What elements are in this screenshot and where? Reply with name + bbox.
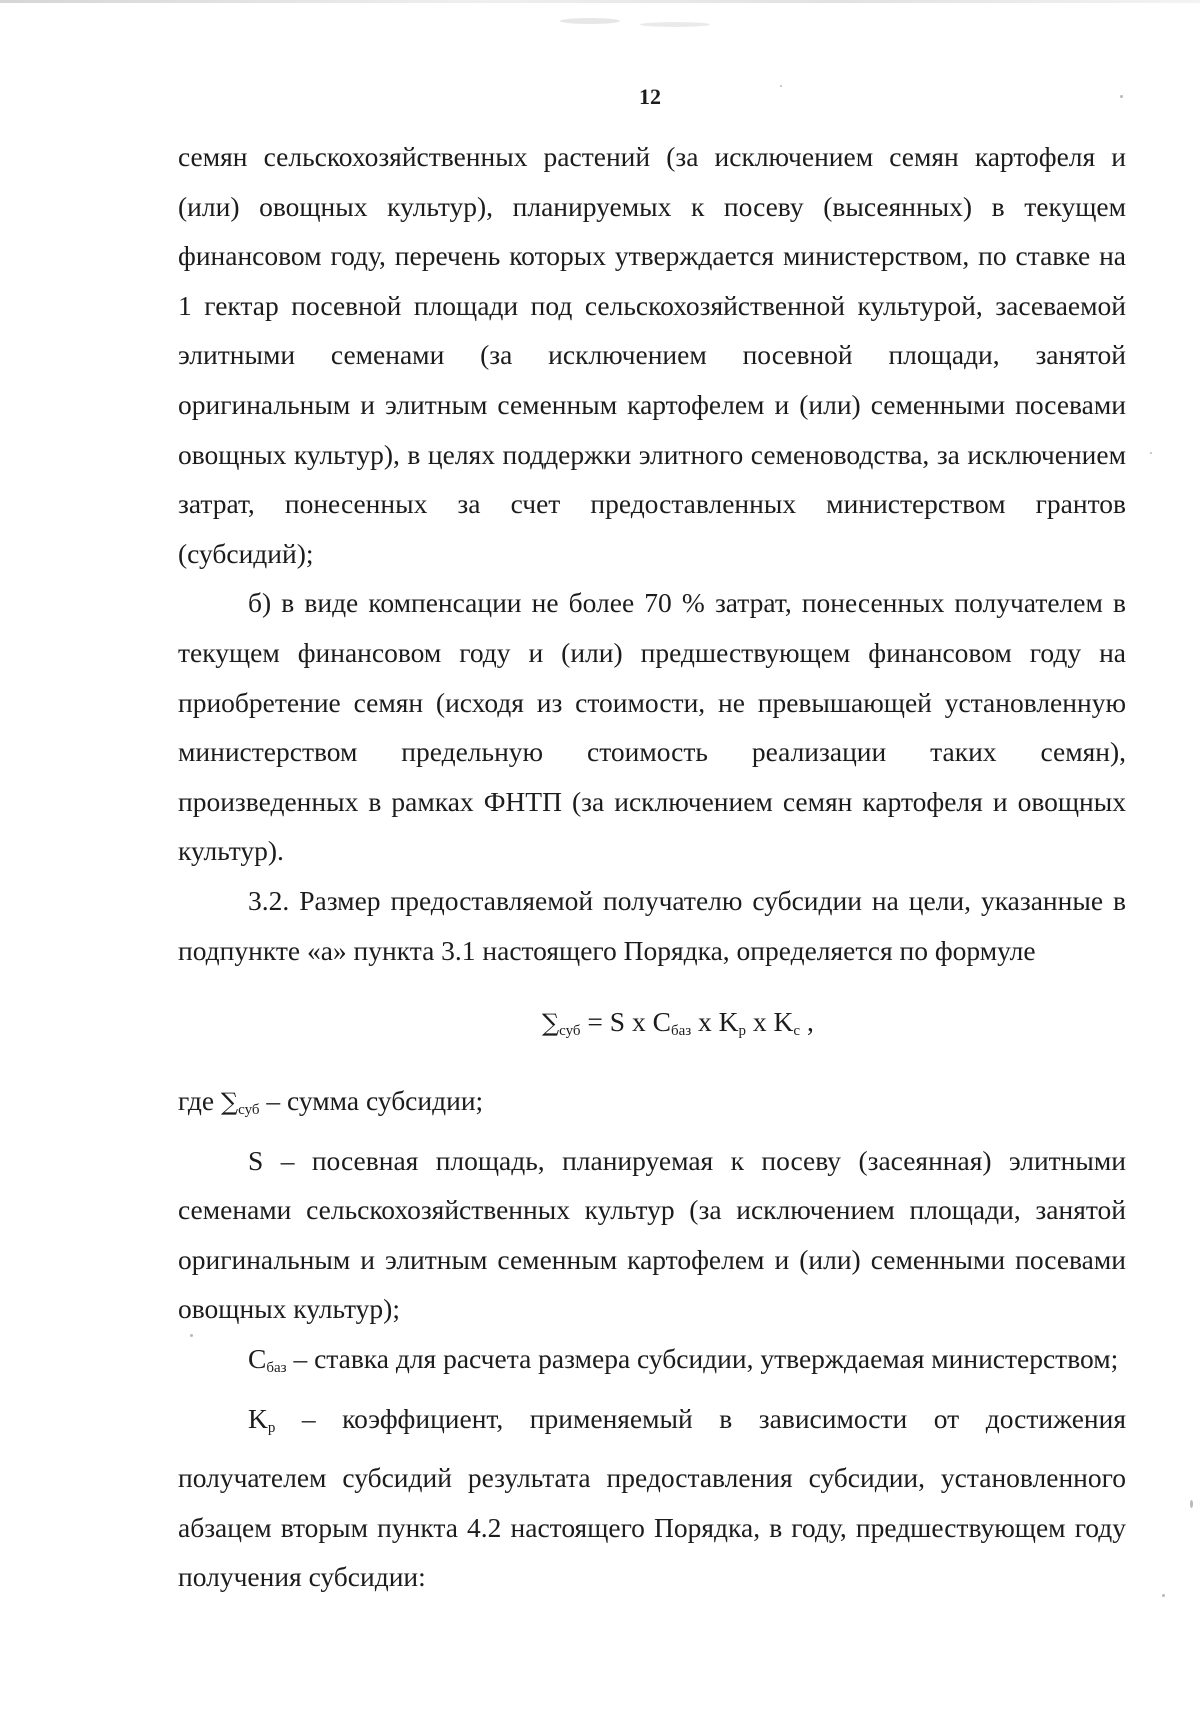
- definition-s-area: S – посевная площадь, планируемая к посеву (засеянная) элитными семенами сельскохозяйственных культур (за исключением площади, занятой оригинальным и элитным семенным картофелем и (или) семенными посевами овощных культур);: [178, 1144, 1126, 1325]
- definition-c-baz-text: – ставка для расчета размера субсидии, утверждаемая министерством;: [286, 1343, 1119, 1375]
- scan-speck: [560, 18, 620, 24]
- definition-sum-subscript: суб: [238, 1102, 260, 1119]
- definition-baz-subscript: баз: [266, 1360, 287, 1377]
- formula-times-k2: x K: [746, 1006, 794, 1038]
- formula-equals-s-c: = S x C: [580, 1006, 671, 1038]
- paragraph-3-2: 3.2. Размер предоставляемой получателю субсидии на цели, указанные в подпункте «а» пункта 3.1 настоящего Порядка, определяется по формуле: [178, 884, 1126, 966]
- scan-speck: [640, 22, 710, 27]
- sigma-symbol: ∑: [542, 1009, 560, 1038]
- definition-c-baz: [178, 1334, 1126, 1394]
- definition-where-prefix: где: [178, 1085, 221, 1117]
- scan-top-edge: [0, 0, 1200, 3]
- scan-speck: [1190, 1500, 1193, 1508]
- formula-baz-subscript: баз: [670, 1023, 692, 1040]
- formula-c-subscript: с: [793, 1023, 801, 1040]
- document-body: [178, 132, 1126, 1602]
- definition-sum: [178, 1076, 1126, 1136]
- scan-speck: [1150, 452, 1152, 454]
- definition-k-letter: K: [248, 1402, 268, 1434]
- definition-sigma-symbol: ∑: [220, 1088, 239, 1117]
- definition-sum-text: – сумма субсидии;: [259, 1085, 484, 1117]
- subsidy-formula: [178, 997, 1126, 1056]
- scan-speck: [1162, 1594, 1165, 1597]
- definition-k-r: [178, 1394, 1126, 1602]
- definition-c-letter: C: [248, 1343, 267, 1375]
- formula-r-subscript: р: [738, 1023, 747, 1040]
- definition-r-subscript: р: [267, 1419, 276, 1436]
- definition-k-r-text: – коэффициент, применяемый в зависимости от достижения получателем субсидий результата предоставления субсидии, установленного абзацем вторым пункта 4.2 настоящего Порядка, в году, предшествующем году получения субсидии:: [178, 1402, 1126, 1593]
- formula-tail: ,: [800, 1006, 814, 1038]
- formula-sum-subscript: суб: [559, 1023, 581, 1040]
- page-number: 12: [639, 84, 661, 109]
- paragraph-seeds-elite: семян сельскохозяйственных растений (за исключением семян картофеля и (или) овощных культур), планируемых к посеву (высеянных) в текущем финансовом году, перечень которых утверждается министерством, по ставке на 1 гектар посевной площади под сельскохозяйственной культурой, засеваемой элитными семенами (за исключением посевной площади, занятой оригинальным и элитным семенным картофелем и (или) семенными посевами овощных культур), в целях поддержки элитного семеноводства, за исключением затрат, понесенных за счет предоставленных министерством грантов (субсидий);: [178, 141, 1126, 569]
- paragraph-b-compensation: б) в виде компенсации не более 70 % затрат, понесенных получателем в текущем финансовом году и (или) предшествующем финансовом году на приобретение семян (исходя из стоимости, не превышающей установленную министерством предельную стоимость реализации таких семян), произведенных в рамках ФНТП (за исключением семян картофеля и овощных культур).: [178, 587, 1126, 867]
- formula-times-k: x K: [691, 1006, 739, 1038]
